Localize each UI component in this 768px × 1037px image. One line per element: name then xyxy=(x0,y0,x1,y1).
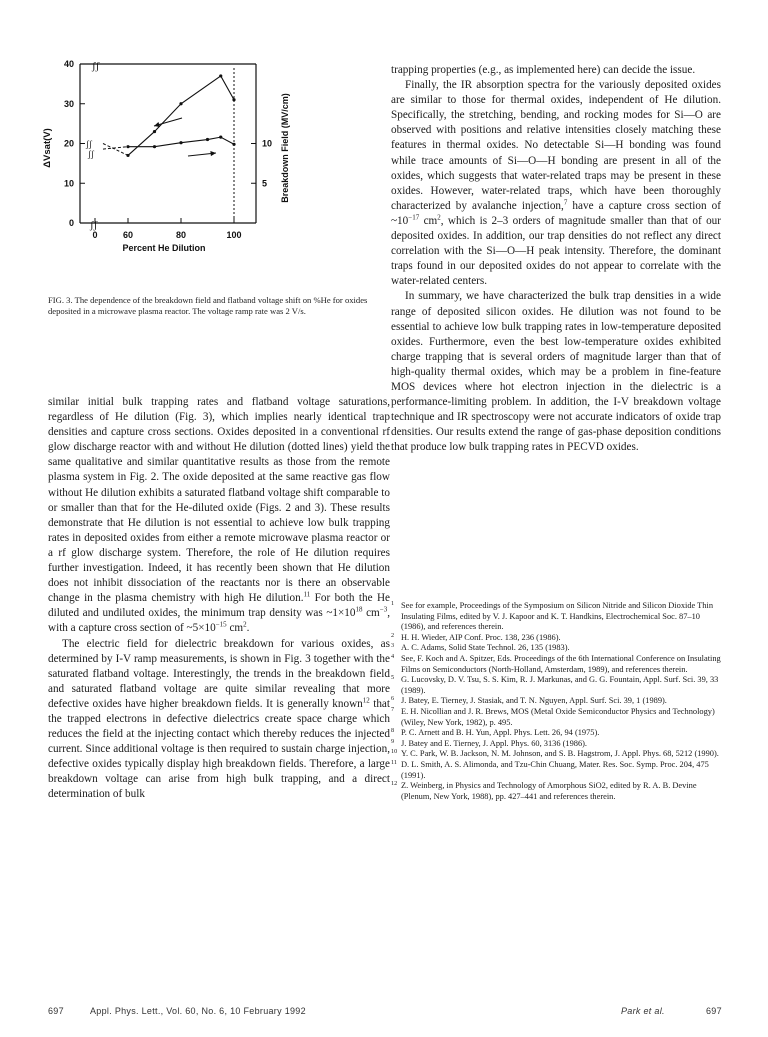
right-p1-text-d: , which is 2–3 orders of magnitude smaller than that of our deposited oxides. In addition, our trap densities do not reflect any direct correlation with the Si—O—H peak intensity. Therefore, the dominant traps found in our deposited oxides do not appear to correlate with the water-related centers. xyxy=(391,214,721,288)
reference-item xyxy=(391,601,721,633)
reference-text: G. Lucovsky, D. V. Tsu, S. S. Kim, R. J. Markunas, and G. G. Fountain, Appl. Surf. Sci. 39, 33 (1989). xyxy=(401,675,719,695)
reference-item xyxy=(391,749,721,760)
right-p1-text-b: have a capture cross section of ~10 xyxy=(391,199,721,227)
data-point-right xyxy=(153,145,156,148)
right-p1-text-c: cm xyxy=(419,214,438,227)
left-p1-text-c: cm xyxy=(362,607,380,620)
figure-3 xyxy=(40,48,400,283)
figure-caption: FIG. 3. The dependence of the breakdown field and flatband voltage shift on %He for oxides deposited in a microwave plasma reactor. The voltage ramp rate was 2 V/s. xyxy=(48,295,368,316)
reference-number: 9 xyxy=(391,737,395,745)
reference-item xyxy=(391,707,721,728)
exponent: −15 xyxy=(215,620,227,629)
exponent: −17 xyxy=(408,213,420,222)
data-point-right xyxy=(219,136,222,139)
reference-text: A. C. Adams, Solid State Technol. 26, 135 (1983). xyxy=(401,643,570,653)
right-paragraph-2: In summary, we have characterized the bulk trap densities in a wide range of deposited silicon oxides. He dilution was not found to be essential to achieve low bulk trapping rates in low-temperature deposited oxides. Furthermore, even the best low-temperature oxides exhibited charge trapping that is several orders of magnitude larger than that of high-quality thermal oxides, which may be a problem in fine-feature MOS devices where hot electron injection in the dielectric is a performance-limiting problem. In addition, the I-V breakdown voltage technique and IR spectroscopy were not accurate indicators of oxide trap densities. Our results extend the range of gas-phase deposition conditions that produce low bulk trapping rates in PECVD oxides. xyxy=(391,290,721,454)
reference-number: 12 xyxy=(391,780,398,788)
reference-item xyxy=(391,739,721,750)
exponent: 18 xyxy=(355,605,363,614)
left-p1-text-b: For both the He diluted and undiluted oxides, the minimum trap density was ~1×10 xyxy=(48,592,390,620)
reference-number: 11 xyxy=(391,758,397,766)
reference-item xyxy=(391,675,721,696)
reference-item xyxy=(391,760,721,781)
axis-break-mark-bottom: ʃʃ xyxy=(90,219,98,231)
y-left-tick-label: 0 xyxy=(68,218,74,228)
exponent: −3 xyxy=(379,605,388,614)
reference-number: 8 xyxy=(391,727,395,735)
y-left-tick-label: 10 xyxy=(63,178,74,189)
reference-text: D. L. Smith, A. S. Alimonda, and Tzu-Chin Chuang, Mater. Res. Soc. Symp. Proc. 204, 475 (1991). xyxy=(401,759,709,780)
y-right-label: Breakdown Field (MV/cm) xyxy=(280,93,290,203)
data-point-right xyxy=(206,138,209,141)
data-point-left xyxy=(153,130,156,133)
data-point-left xyxy=(232,98,235,101)
y-right-tick-label: 10 xyxy=(262,138,273,149)
footer-page-left: 697 xyxy=(48,1006,64,1016)
axis-break-mark-series-left: ʃʃ xyxy=(86,139,92,149)
reference-number: 3 xyxy=(391,642,395,650)
plot-axes xyxy=(80,64,256,223)
x-tick-label: 80 xyxy=(175,230,187,240)
reference-text: J. Batey and E. Tierney, J. Appl. Phys. 60, 3136 (1986). xyxy=(401,738,588,748)
right-paragraph-1 xyxy=(391,78,721,289)
reference-number: 6 xyxy=(391,695,395,703)
left-column xyxy=(48,395,390,803)
left-p1-text-a: similar initial bulk trapping rates and flatband voltage saturations, regardless of He dilution (Fig. 3), which implies nearly identical trap densities and capture cross sections. Oxides deposited in a conventional rf glow discharge reactor with and without He dilution (dotted lines) yield the same qualitative and similar quantitative results as those from the remote plasma system in Fig. 2. The oxide deposited at the same reactive gas flow without He dilution exhibits a saturated flatband voltage shift comparable to or smaller than that for the He-diluted oxide (Figs. 2 and 3). These results demonstrate that He dilution is not essential to achieve low bulk trapping rates in deposited oxides from either a remote microwave plasma reactor or a rf glow discharge system. Therefore, the role of He dilution requires further investigation. Indeed, it has recently been shown that He dilution does not inhibit dissociation of the reactants nor is there an observable change in the plasma chemistry with high He dilution. xyxy=(48,396,390,605)
reference-text: See, F. Koch and A. Spitzer, Eds. Proceedings of the 6th International Conference on Insulating Films on Semiconductors (North-Holland, Amsterdam, 1989), and references therein. xyxy=(401,653,721,674)
data-point-left xyxy=(179,102,182,105)
reference-text: E. H. Nicollian and J. R. Brews, MOS (Metal Oxide Semiconductor Physics and Technology) (Wiley, New York, 1982), p. 495. xyxy=(401,706,715,727)
axis-break-mark-top: ʃʃ xyxy=(92,60,100,72)
reference-number: 7 xyxy=(391,705,395,713)
exponent: 2 xyxy=(437,213,441,222)
left-p2-text-a: The electric field for dielectric breakdown for various oxides, as determined by I-V ramp measurements, is shown in Fig. 3 together with the saturated flatband voltage. Interestingly, the trends in the breakdown field and saturated flatband voltage are quite similar revealing that more defective oxides have higher breakdown fields. It is generally known xyxy=(48,637,390,710)
left-p2-text-b: that the trapped electrons in defective dielectrics create space charge which reduces the field at the injecting contact which thereby reduces the injected current. Since additional voltage is then required to sustain charge injection, defective oxides typically display high breakdown fields. Therefore, a large breakdown voltage can arise from high bulk trapping, and a direct determination of bulk xyxy=(48,697,390,801)
reference-item xyxy=(391,728,721,739)
x-tick-label: 0 xyxy=(92,230,98,240)
left-paragraph-1 xyxy=(48,395,390,637)
data-point-right xyxy=(232,143,235,146)
x-tick-label: 60 xyxy=(122,230,134,240)
right-p1-text-a: Finally, the IR absorption spectra for the variously deposited oxides are similar to those for thermal oxides, independent of He dilution. Specifically, the stretching, bending, and rocking modes for Si—O are observed with positions and relative intensities closely matching these features in thermal oxides. No detectable Si—H bonding was found while trace amounts of Si—O—H bonding are present in all of the oxides, which suggests that water-related traps may be present in these oxides. However, water-related traps, which have been thoroughly characterized by avalanche injection, xyxy=(391,79,721,212)
ref-citation: 11 xyxy=(303,590,311,599)
reference-number: 5 xyxy=(391,674,395,682)
y-left-tick-label: 40 xyxy=(63,59,74,69)
y-left-tick-label: 20 xyxy=(63,138,74,149)
data-point-right xyxy=(126,145,129,148)
reference-number: 2 xyxy=(391,631,395,639)
reference-number: 1 xyxy=(391,600,395,607)
exponent: 2 xyxy=(243,620,247,629)
left-p1-text-f: . xyxy=(246,622,250,635)
y-right-tick-label: 5 xyxy=(262,178,268,189)
axis-break-mark-series-right: ʃʃ xyxy=(88,149,94,159)
reference-item xyxy=(391,654,721,675)
footer-journal: Appl. Phys. Lett., Vol. 60, No. 6, 10 February 1992 xyxy=(90,1006,306,1016)
dashed-extension-left xyxy=(103,144,128,156)
left-p1-text-e: cm xyxy=(226,622,244,635)
plot-ticks xyxy=(64,59,272,240)
figure-3-plot xyxy=(40,48,400,283)
reference-text: J. Batey, E. Tierney, J. Stasiak, and T. N. Nguyen, Appl. Surf. Sci. 39, 1 (1989). xyxy=(401,696,667,706)
ref-citation: 12 xyxy=(362,696,370,705)
reference-number: 10 xyxy=(391,748,398,756)
data-point-right xyxy=(179,141,182,144)
y-left-tick-label: 30 xyxy=(63,98,74,109)
reference-text: Z. Weinberg, in Physics and Technology of Amorphous SiO2, edited by R. A. B. Devine (Plenum, New York, 1988), pp. 427–441 and references therein. xyxy=(401,781,697,801)
footer-page-right: 697 xyxy=(706,1006,722,1016)
reference-item xyxy=(391,696,721,707)
reference-item xyxy=(391,633,721,644)
reference-number: 4 xyxy=(391,652,395,660)
x-label: Percent He Dilution xyxy=(122,243,206,253)
reference-item xyxy=(391,643,721,654)
right-paragraph-0: trapping properties (e.g., as implemented here) can decide the issue. xyxy=(391,64,696,76)
footer-authors: Park et al. xyxy=(621,1006,665,1016)
x-tick-label: 100 xyxy=(226,230,242,240)
left-p1-text-d: , with a capture cross section of ~5×10 xyxy=(48,607,391,635)
references-list xyxy=(391,601,721,802)
left-paragraph-2 xyxy=(48,637,390,803)
right-column xyxy=(391,63,721,455)
data-point-left xyxy=(219,74,222,77)
reference-text: P. C. Arnett and B. H. Yun, Appl. Phys. Lett. 26, 94 (1975). xyxy=(401,728,600,738)
ref-citation: 7 xyxy=(563,198,568,207)
reference-item xyxy=(391,781,721,802)
reference-text: See for example, Proceedings of the Symposium on Silicon Nitride and Silicon Dioxide Thin Insulating Films, edited by V. J. Kapoor and K. T. Handkins, Electrochemical Soc. 87–10 (1986), and references therein. xyxy=(401,601,714,632)
dashed-extension-right xyxy=(103,147,128,149)
plot-series xyxy=(103,74,236,157)
y-left-label: ΔVsat(V) xyxy=(42,128,53,168)
reference-text: Y. C. Park, W. B. Jackson, N. M. Johnson, and S. B. Hagstrom, J. Appl. Phys. 68, 5212 (1990). xyxy=(401,749,719,759)
reference-text: H. H. Wieder, AIP Conf. Proc. 138, 236 (1986). xyxy=(401,632,561,642)
